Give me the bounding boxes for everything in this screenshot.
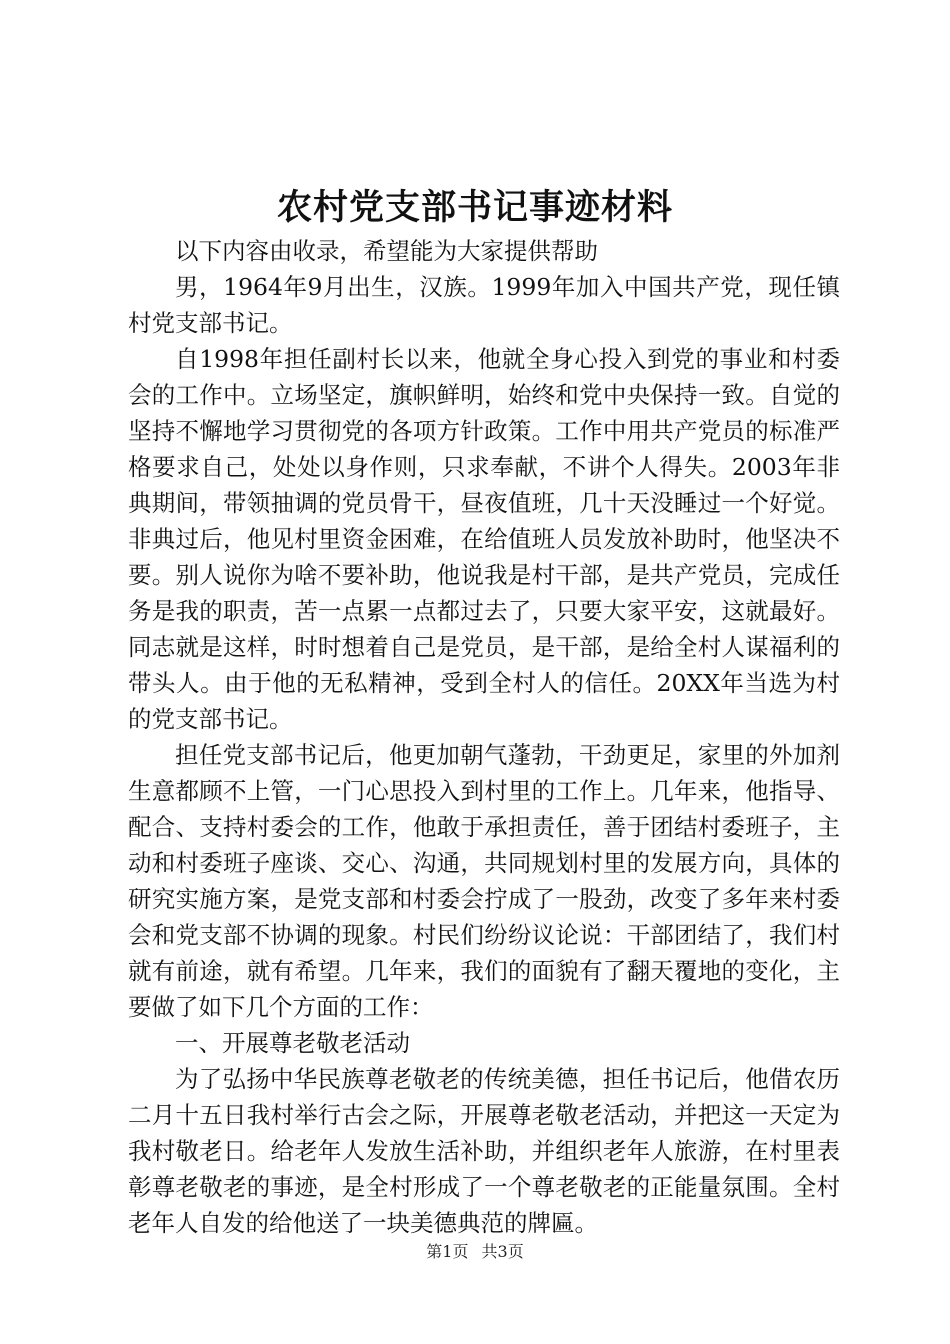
intro-paragraph: 以下内容由收录，希望能为大家提供帮助	[175, 237, 598, 265]
secretary-paragraph: 担任党支部书记后，他更加朝气蓬勃，干劲更足，家里的外加剂生意都顾不上管，一门心思投入到村里的工作上。几年来，他指导、配合、支持村委会的工作，他敢于承担责任，善于团结村委班子，主动和村委班子座谈、交心、沟通，共同规划村里的发展方向，具体的研究实施方案，是党支部和村委会拧成了一股劲，改变了多年来村委会和党支部不协调的现象。村民们纷纷议论说：干部团结了，我们村就有前途，就有希望。几年来，我们的面貌有了翻天覆地的变化，主要做了如下几个方面的工作：	[128, 741, 840, 1021]
page-footer	[0, 1240, 950, 1264]
history-paragraph: 自1998年担任副村长以来，他就全身心投入到党的事业和村委会的工作中。立场坚定，旗帜鲜明，始终和党中央保持一致。自觉的坚持不懈地学习贯彻党的各项方针政策。工作中用共产党员的标准严格要求自己，处处以身作则，只求奉献，不讲个人得失。2003年非典期间，带领抽调的党员骨干，昼夜值班，几十天没睡过一个好觉。非典过后，他见村里资金困难，在给值班人员发放补助时，他坚决不要。别人说你为啥不要补助，他说我是村干部，是共产党员，完成任务是我的职责，苦一点累一点都过去了，只要大家平安，这就最好。同志就是这样，时时想着自己是党员，是干部，是给全村人谋福利的带头人。由于他的无私精神，受到全村人的信任。20XX年当选为村的党支部书记。	[128, 345, 840, 733]
section-heading: 一、开展尊老敬老活动	[175, 1029, 410, 1057]
document-body	[128, 233, 840, 1241]
elderly-activity-paragraph: 为了弘扬中华民族尊老敬老的传统美德，担任书记后，他借农历二月十五日我村举行古会之际，开展尊老敬老活动，并把这一天定为我村敬老日。给老年人发放生活补助，并组织老年人旅游，在村里表彰尊老敬老的事迹，是全村形成了一个尊老敬老的正能量氛围。全村老年人自发的给他送了一块美德典范的牌匾。	[128, 1065, 840, 1237]
profile-paragraph: 男，1964年9月出生，汉族。1999年加入中国共产党，现任镇村党支部书记。	[128, 273, 840, 337]
page-total: 共3页	[481, 1242, 524, 1261]
document-title: 农村党支部书记事迹材料	[276, 187, 673, 228]
page-number: 第1页	[426, 1242, 469, 1261]
